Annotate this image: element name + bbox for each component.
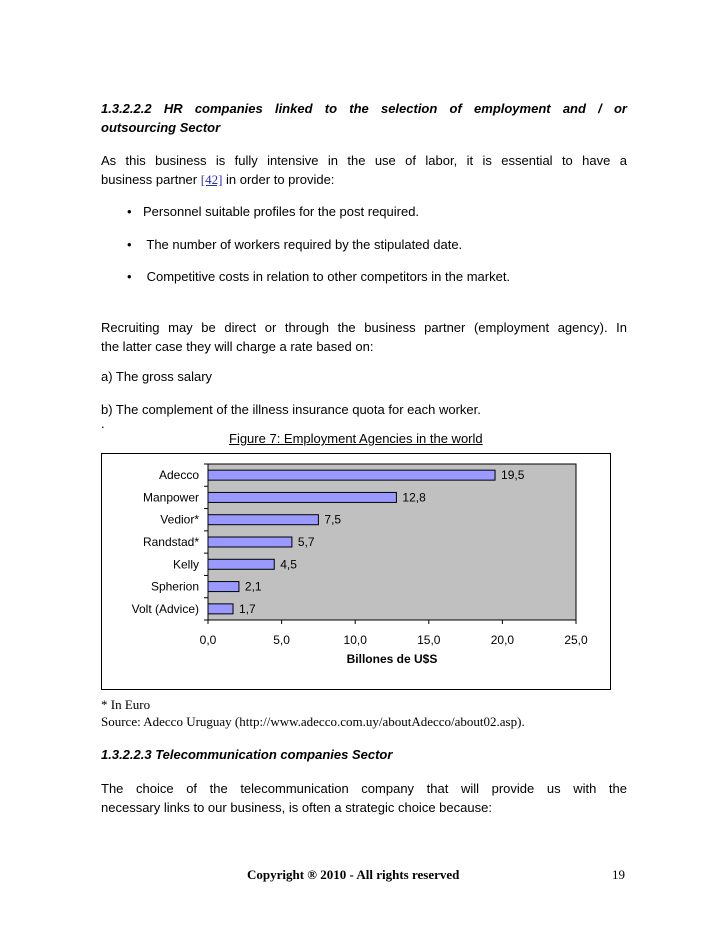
source-note: Source: Adecco Uruguay (http://www.adecco.com.uy/aboutAdecco/about02.asp). — [101, 714, 525, 729]
x-tick-label: 10,0 — [343, 633, 367, 647]
note-euro: * In Euro — [101, 697, 151, 712]
category-label: Kelly — [172, 557, 199, 572]
category-label: Randstad* — [142, 535, 199, 549]
bullet-text: The number of workers required by the stipulated date. — [143, 237, 463, 252]
recruit-line-1: Recruiting may be direct or through the business partner (employment agency). In — [101, 320, 627, 335]
bullet-item — [127, 235, 462, 254]
item-dot: . — [101, 416, 105, 431]
x-tick-label: 20,0 — [490, 633, 515, 647]
reference-link-42[interactable]: [42] — [200, 172, 223, 187]
bar — [208, 604, 233, 614]
section-heading-line-2: outsourcing Sector — [101, 120, 221, 135]
bullet-dot-icon: • — [127, 204, 132, 219]
page-number: 19 — [612, 867, 625, 882]
section-heading-line-1: 1.3.2.2.2 HR companies linked to the selection of employment and / or — [101, 101, 627, 116]
bullet-text: Competitive costs in relation to other competitors in the market. — [143, 269, 511, 284]
bar — [208, 470, 495, 480]
category-label: Manpower — [142, 490, 199, 505]
intro-line-2-tail: in order to provide: — [222, 172, 335, 187]
recruit-line-2: the latter case they will charge a rate based on: — [101, 339, 374, 354]
bar — [208, 515, 318, 525]
x-axis-label: Billones de U$S — [346, 652, 438, 666]
bullet-item — [127, 267, 510, 286]
data-label: 4,5 — [280, 557, 297, 572]
category-label: Spherion — [150, 579, 199, 594]
bullet-dot-icon: • — [127, 237, 132, 252]
intro-line-2 — [101, 170, 627, 189]
bar — [208, 492, 396, 502]
chart-frame — [101, 453, 611, 690]
data-label: 2,1 — [244, 579, 262, 594]
bar-chart — [102, 454, 612, 691]
figure-title: Figure 7: Employment Agencies in the world — [229, 431, 483, 446]
section-heading-telecom: 1.3.2.2.3 Telecommunication companies Sector — [101, 747, 393, 762]
bar — [208, 537, 292, 547]
item-b: b) The complement of the illness insurance quota for each worker. — [101, 402, 481, 417]
bar — [208, 582, 239, 592]
data-label: 7,5 — [324, 512, 342, 527]
telecom-line-1: The choice of the telecommunication company that will provide us with the — [101, 781, 627, 796]
telecom-line-2: necessary links to our business, is often a strategic choice because: — [101, 800, 492, 815]
x-tick-label: 25,0 — [564, 633, 588, 647]
item-a: a) The gross salary — [101, 369, 213, 384]
footer-copyright: Copyright ® 2010 - All rights reserved — [247, 867, 460, 882]
x-tick-label: 15,0 — [417, 633, 441, 647]
data-label: 12,8 — [402, 490, 426, 505]
category-label: Adecco — [158, 468, 199, 483]
category-label: Vedior* — [160, 512, 199, 527]
intro-line-2-text: business partner — [101, 172, 201, 187]
data-label: 1,7 — [239, 601, 256, 616]
bullet-dot-icon: • — [127, 269, 132, 284]
data-label: 5,7 — [297, 535, 315, 549]
x-tick-label: 0,0 — [199, 633, 217, 647]
bullet-text: Personnel suitable profiles for the post required. — [143, 204, 420, 219]
x-tick-label: 5,0 — [273, 633, 290, 647]
category-label: Volt (Advice) — [131, 601, 199, 616]
intro-line-1: As this business is fully intensive in the use of labor, it is essential to have a — [101, 153, 627, 168]
data-label: 19,5 — [501, 468, 525, 483]
bullet-item — [127, 202, 419, 221]
bar — [208, 559, 274, 569]
